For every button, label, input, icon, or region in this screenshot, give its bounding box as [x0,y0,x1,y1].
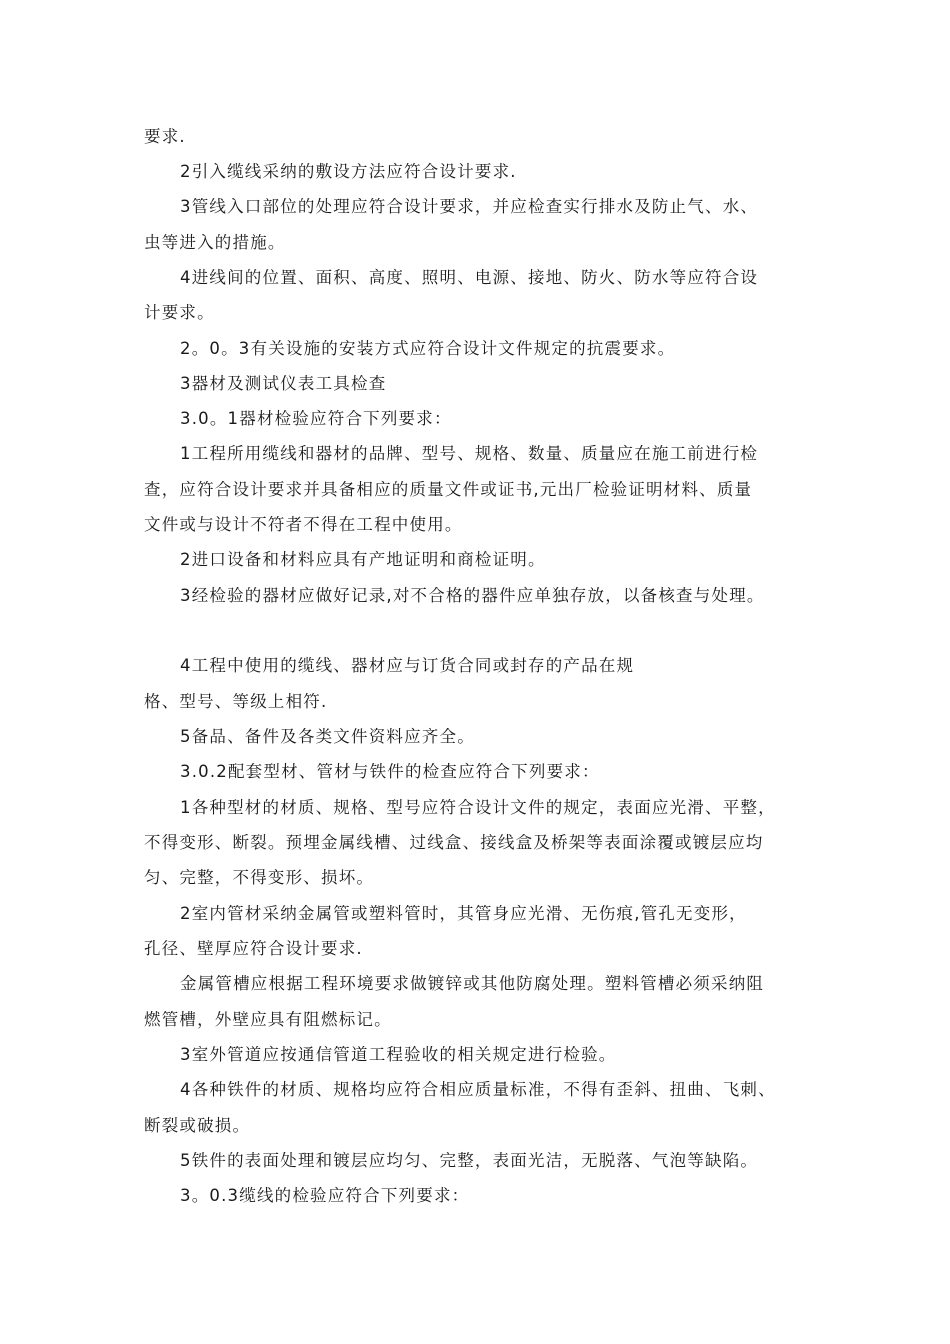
text-line: 3室外管道应按通信管道工程验收的相关规定进行检验。 [180,1045,617,1064]
text-line: 要求. [144,127,186,146]
text-line: 孔径、壁厚应符合设计要求. [144,939,363,958]
text-line: 1各种型材的材质、规格、型号应符合设计文件的规定，表面应光滑、平整， [180,798,776,817]
text-line: 2引入缆线采纳的敷设方法应符合设计要求. [180,162,517,181]
section-heading: 3器材及测试仪表工具检查 [180,374,387,393]
text-line: 3经检验的器材应做好记录,对不合格的器件应单独存放，以备核查与处理。 [180,586,765,605]
text-line: 4各种铁件的材质、规格均应符合相应质量标准，不得有歪斜、扭曲、飞刺、 [180,1080,776,1099]
text-line: 计要求。 [144,303,215,322]
text-line: 格、型号、等级上相符. [144,692,328,711]
text-line: 金属管槽应根据工程环境要求做镀锌或其他防腐处理。塑料管槽必须采纳阻 [180,974,765,993]
text-line: 查，应符合设计要求并具备相应的质量文件或证书,元出厂检验证明材料、质量 [144,480,753,499]
text-line: 3.0.2配套型材、管材与铁件的检查应符合下列要求： [180,762,600,781]
text-line: 4工程中使用的缆线、器材应与订货合同或封存的产品在规 [180,656,635,675]
text-line: 2。0。3有关设施的安装方式应符合设计文件规定的抗震要求。 [180,339,676,358]
text-line: 2进口设备和材料应具有产地证明和商检证明。 [180,550,546,569]
text-line: 4进线间的位置、面积、高度、照明、电源、接地、防火、防水等应符合设 [180,268,759,287]
text-line: 虫等进入的措施。 [144,233,286,252]
text-line: 3.0。1器材检验应符合下列要求： [180,409,452,428]
text-line: 2室内管材采纳金属管或塑料管时，其管身应光滑、无伤痕,管孔无变形， [180,904,747,923]
text-line: 文件或与设计不符者不得在工程中使用。 [144,515,463,534]
text-line: 1工程所用缆线和器材的品牌、型号、规格、数量、质量应在施工前进行检 [180,444,759,463]
text-line: 匀、完整，不得变形、损坏。 [144,868,375,887]
text-line: 不得变形、断裂。预埋金属线槽、过线盒、接线盒及桥架等表面涂覆或镀层应均 [144,833,764,852]
text-line: 燃管槽，外壁应具有阻燃标记。 [144,1010,392,1029]
text-line: 3管线入口部位的处理应符合设计要求，并应检查实行排水及防止气、水、 [180,197,759,216]
text-line: 5铁件的表面处理和镀层应均匀、完整，表面光洁，无脱落、气泡等缺陷。 [180,1151,759,1170]
text-line: 断裂或破损。 [144,1116,251,1135]
text-line: 5备品、备件及各类文件资料应齐全。 [180,727,475,746]
text-line: 3。0.3缆线的检验应符合下列要求： [180,1186,470,1205]
